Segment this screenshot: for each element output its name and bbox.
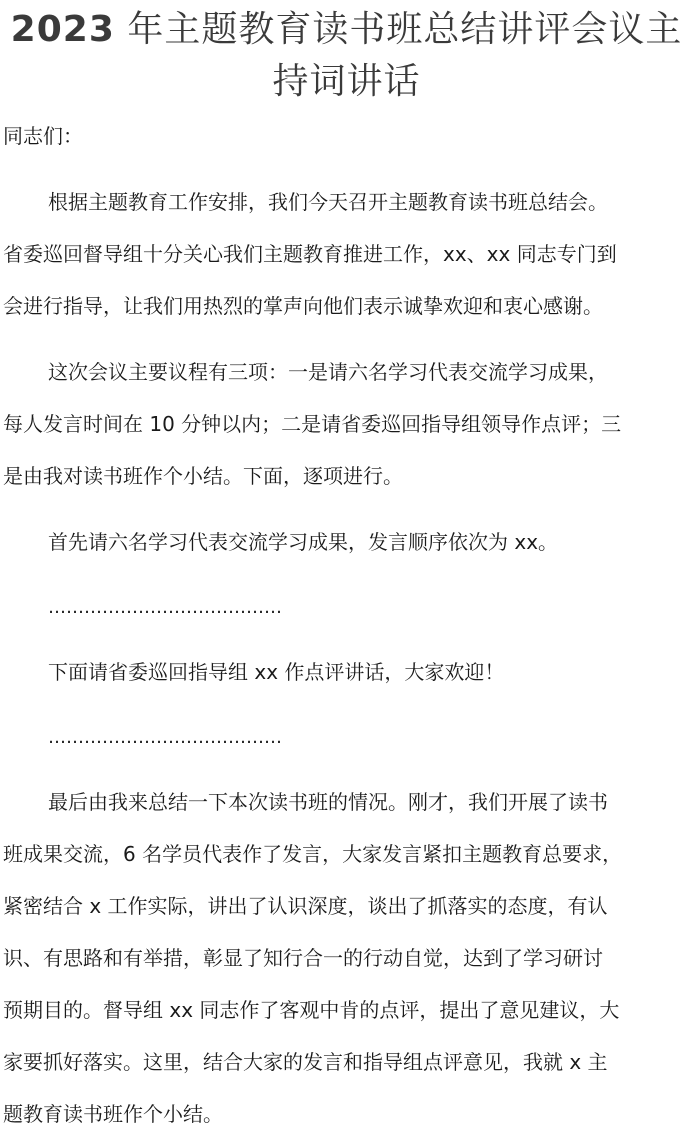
ellipsis-separator-2: ………………………………… — [48, 727, 282, 748]
paragraph-line: 是由我对读书班作个小结。下面，逐项进行。 — [3, 464, 403, 488]
document-title — [0, 0, 693, 108]
title-line-1 — [0, 4, 693, 56]
paragraph-line: 最后由我来总结一下本次读书班的情况。刚才，我们开展了读书 — [48, 790, 608, 814]
paragraph-4 — [0, 646, 693, 698]
salutation: 同志们： — [3, 124, 83, 148]
paragraph-line: 班成果交流，6 名学员代表作了发言，大家发言紧扣主题教育总要求， — [3, 842, 623, 866]
paragraph-line: 下面请省委巡回指导组 xx 作点评讲话，大家欢迎！ — [48, 660, 505, 684]
paragraph-line: 省委巡回督导组十分关心我们主题教育推进工作，xx、xx 同志专门到 — [3, 242, 617, 266]
title-line-2: 持词讲话 — [272, 61, 421, 102]
ellipsis-separator-1: ………………………………… — [48, 597, 282, 618]
title-year: 2023 — [10, 9, 115, 50]
paragraph-line: 首先请六名学习代表交流学习成果，发言顺序依次为 xx。 — [48, 530, 559, 554]
paragraph-line: 题教育读书班作个小结。 — [3, 1102, 223, 1126]
paragraph-line: 这次会议主要议程有三项：一是请六名学习代表交流学习成果， — [48, 360, 608, 384]
paragraph-line: 家要抓好落实。这里，结合大家的发言和指导组点评意见，我就 x 主 — [3, 1050, 608, 1074]
paragraph-line: 根据主题教育工作安排，我们今天召开主题教育读书班总结会。 — [48, 190, 608, 214]
paragraph-line: 会进行指导，让我们用热烈的掌声向他们表示诚挚欢迎和衷心感谢。 — [3, 294, 603, 318]
paragraph-1 — [0, 176, 693, 332]
paragraph-5 — [0, 776, 693, 1140]
title-line-1-text: 年主题教育读书班总结讲评会议主 — [114, 9, 683, 50]
paragraph-2 — [0, 346, 693, 502]
paragraph-line: 每人发言时间在 10 分钟以内；二是请省委巡回指导组领导作点评；三 — [3, 412, 622, 436]
paragraph-line: 预期目的。督导组 xx 同志作了客观中肯的点评，提出了意见建议，大 — [3, 998, 620, 1022]
paragraph-line: 紧密结合 x 工作实际，讲出了认识深度，谈出了抓落实的态度，有认 — [3, 894, 608, 918]
paragraph-3 — [0, 516, 693, 568]
paragraph-line: 识、有思路和有举措，彰显了知行合一的行动自觉，达到了学习研讨 — [3, 946, 603, 970]
